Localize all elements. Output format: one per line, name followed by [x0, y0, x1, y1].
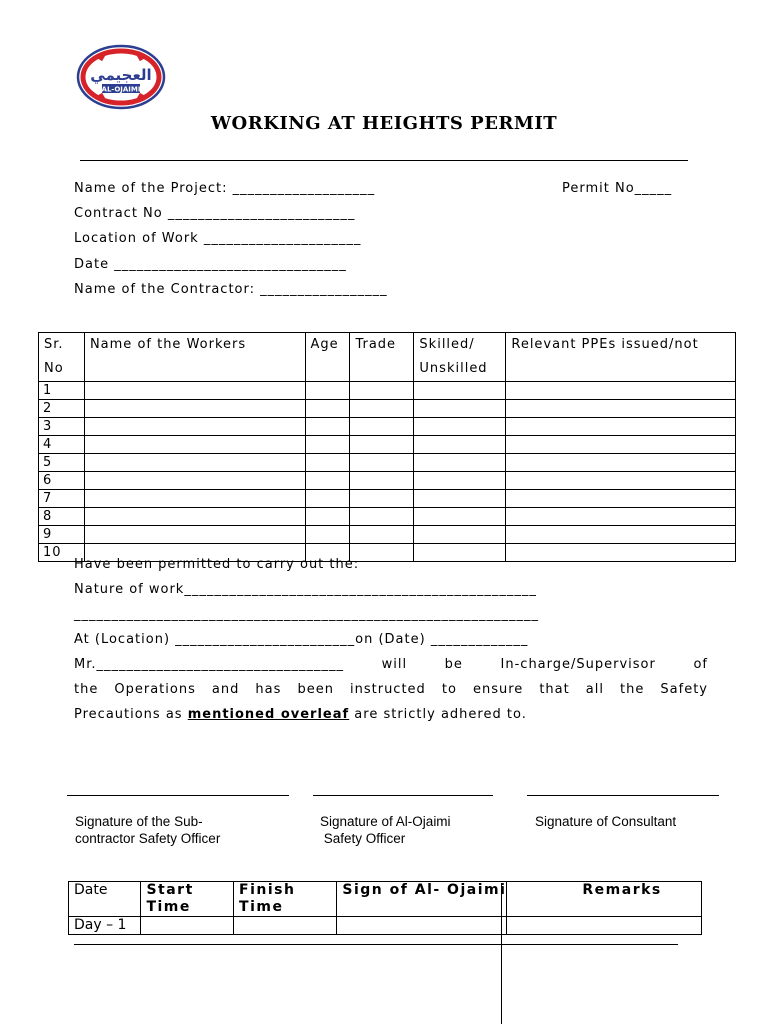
row-number: 7 — [39, 490, 85, 508]
contractor-field: Name of the Contractor: _________________ — [74, 282, 388, 297]
worker-name-cell[interactable] — [84, 472, 305, 490]
skill-cell[interactable] — [414, 400, 506, 418]
start-time-cell[interactable] — [141, 917, 234, 935]
table-row — [39, 508, 736, 526]
trade-cell[interactable] — [350, 472, 414, 490]
table-row — [39, 400, 736, 418]
location-field: Location of Work _____________________ — [74, 231, 362, 246]
al-ojaimi-logo — [76, 44, 166, 110]
worker-name-cell[interactable] — [84, 490, 305, 508]
page-title: WORKING AT HEIGHTS PERMIT — [210, 113, 558, 134]
workers-table — [38, 332, 736, 562]
skill-cell[interactable] — [414, 544, 506, 562]
title-underline — [80, 160, 688, 161]
skill-cell[interactable] — [414, 436, 506, 454]
logo-arabic-text: العجيمي — [90, 66, 152, 84]
age-cell[interactable] — [305, 454, 350, 472]
nature-of-work-field: Nature of work_______________________________________________ — [74, 582, 537, 597]
trade-cell[interactable] — [350, 508, 414, 526]
workers-table-header — [39, 333, 736, 382]
ppe-cell[interactable] — [506, 508, 736, 526]
ppe-cell[interactable] — [506, 436, 736, 454]
finish-time-cell[interactable] — [234, 917, 337, 935]
col-skill: Skilled/ Unskilled — [414, 333, 506, 382]
ppe-cell[interactable] — [506, 454, 736, 472]
skill-cell[interactable] — [414, 418, 506, 436]
mentioned-overleaf: mentioned overleaf — [187, 707, 350, 722]
consultant-signature-line — [527, 795, 719, 796]
skill-cell[interactable] — [414, 382, 506, 400]
nature-of-work-line-2: ______________________________________________________________ — [74, 607, 539, 622]
trade-cell[interactable] — [350, 418, 414, 436]
table-row — [69, 917, 702, 935]
col-age: Age — [305, 333, 350, 382]
precautions-line: Precautions as mentioned overleaf are strictly adhered to. — [74, 707, 527, 722]
col-sr-no: Sr. No — [39, 333, 85, 382]
table-row — [39, 454, 736, 472]
age-cell[interactable] — [305, 418, 350, 436]
skill-cell[interactable] — [414, 454, 506, 472]
ppe-cell[interactable] — [506, 400, 736, 418]
table-row — [39, 472, 736, 490]
col-ppe: Relevant PPEs issued/not — [506, 333, 736, 382]
trade-cell[interactable] — [350, 526, 414, 544]
row-number: 3 — [39, 418, 85, 436]
contract-no-field: Contract No _________________________ — [74, 206, 356, 221]
ppe-cell[interactable] — [506, 472, 736, 490]
logo-latin-text: AL-OJAIMI — [101, 85, 141, 94]
ppe-cell[interactable] — [506, 382, 736, 400]
worker-name-cell[interactable] — [84, 382, 305, 400]
age-cell[interactable] — [305, 472, 350, 490]
age-cell[interactable] — [305, 382, 350, 400]
operations-line: the Operations and has been instructed to ensure that all the Safety — [74, 682, 708, 697]
trade-cell[interactable] — [350, 454, 414, 472]
age-cell[interactable] — [305, 436, 350, 454]
row-number: 1 — [39, 382, 85, 400]
daily-log-header — [69, 882, 702, 917]
row-number: 5 — [39, 454, 85, 472]
permitted-text: Have been permitted to carry out the: — [74, 557, 360, 572]
sign-cell[interactable] — [337, 917, 507, 935]
skill-cell[interactable] — [414, 472, 506, 490]
ppe-cell[interactable] — [506, 526, 736, 544]
worker-name-cell[interactable] — [84, 508, 305, 526]
trade-cell[interactable] — [350, 436, 414, 454]
daily-log-table — [68, 881, 702, 935]
day-label: Day – 1 — [69, 917, 141, 935]
ojaimi-signature-label: Signature of Al-Ojaimi Safety Officer — [320, 814, 451, 846]
supervisor-line: Mr._________________________________ will be In-charge/Supervisor of — [74, 657, 708, 672]
row-number: 2 — [39, 400, 85, 418]
ojaimi-signature-line — [313, 795, 493, 796]
worker-name-cell[interactable] — [84, 400, 305, 418]
project-name-field: Name of the Project: ___________________ — [74, 181, 376, 196]
col-sign-ojaimi: Sign of Al- Ojaimi — [337, 882, 507, 917]
ppe-cell[interactable] — [506, 490, 736, 508]
table-row — [39, 490, 736, 508]
worker-name-cell[interactable] — [84, 418, 305, 436]
worker-name-cell[interactable] — [84, 436, 305, 454]
col-finish-time: Finish Time — [234, 882, 337, 917]
ppe-cell[interactable] — [506, 418, 736, 436]
row-number: 8 — [39, 508, 85, 526]
age-cell[interactable] — [305, 400, 350, 418]
remarks-cell[interactable] — [507, 917, 702, 935]
skill-cell[interactable] — [414, 508, 506, 526]
age-cell[interactable] — [305, 508, 350, 526]
table-row — [39, 382, 736, 400]
col-start-time: Start Time — [141, 882, 234, 917]
skill-cell[interactable] — [414, 490, 506, 508]
worker-name-cell[interactable] — [84, 454, 305, 472]
trade-cell[interactable] — [350, 382, 414, 400]
table-row — [39, 418, 736, 436]
location-date-field: At (Location) ________________________on (Date) _____________ — [74, 632, 529, 647]
row-number: 4 — [39, 436, 85, 454]
col-worker-name: Name of the Workers — [84, 333, 305, 382]
sub-contractor-signature-line — [67, 795, 289, 796]
row-number: 6 — [39, 472, 85, 490]
age-cell[interactable] — [305, 490, 350, 508]
worker-name-cell[interactable] — [84, 526, 305, 544]
date-field: Date _______________________________ — [74, 257, 347, 272]
footer-rule — [74, 944, 678, 945]
trade-cell[interactable] — [350, 400, 414, 418]
skill-cell[interactable] — [414, 526, 506, 544]
age-cell[interactable] — [305, 526, 350, 544]
permit-no-field: Permit No_____ — [562, 181, 673, 196]
col-date: Date — [69, 882, 141, 917]
trade-cell[interactable] — [350, 544, 414, 562]
trade-cell[interactable] — [350, 490, 414, 508]
table-row — [39, 526, 736, 544]
col-trade: Trade — [350, 333, 414, 382]
vertical-divider-line — [501, 883, 502, 1024]
row-number: 9 — [39, 526, 85, 544]
col-remarks: Remarks — [507, 882, 702, 917]
consultant-signature-label: Signature of Consultant — [535, 814, 677, 829]
ppe-cell[interactable] — [506, 544, 736, 562]
sub-contractor-signature-label: Signature of the Sub- contractor Safety Officer — [75, 814, 221, 846]
table-row — [39, 436, 736, 454]
row-number: 10 — [39, 544, 85, 562]
